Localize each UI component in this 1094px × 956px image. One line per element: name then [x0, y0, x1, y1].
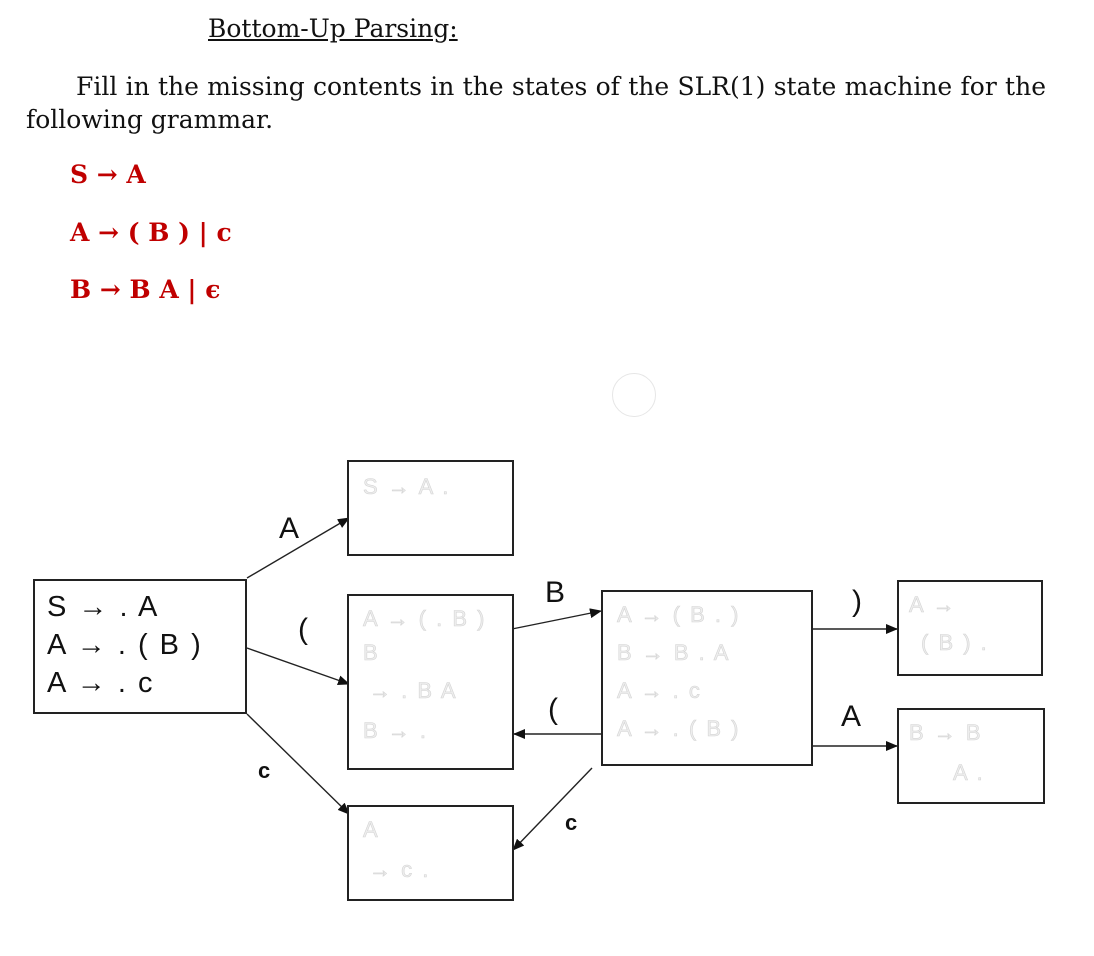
instructions: Fill in the missing contents in the states of the SLR(1) state machine for the following grammar. [26, 72, 1046, 134]
edge-start-to-paren [247, 648, 349, 684]
item-s-dot-a: S → . A [47, 591, 160, 623]
item-a-dot-c-2: A → . c [617, 678, 702, 703]
item-a-head: A [363, 817, 380, 842]
item-a-paren-dot-b: A → ( . B ) [363, 606, 487, 631]
item-b-b-dot-a: B → B . A [617, 640, 731, 665]
item-paren-b-paren-dot: ( B ) . [921, 630, 989, 655]
edge-label-rparen: ) [852, 585, 862, 618]
item-b-epsilon: B → . [363, 718, 429, 743]
grammar-rule-a: A → ( B ) | c [70, 218, 232, 247]
grammar-rule-b: B → B A | ϵ [70, 275, 221, 304]
item-a-dot-c: A → . c [47, 667, 155, 699]
item-a-head-2: A → [909, 592, 957, 617]
item-s-a-dot: S → A . [363, 474, 451, 499]
edge-label-lparen-back: ( [548, 693, 558, 726]
edge-label-a-right: A [841, 700, 862, 733]
page-title: Bottom-Up Parsing: [208, 14, 458, 43]
edge-label-a-top: A [279, 512, 300, 545]
edge-label-c-back: c [565, 810, 578, 835]
state-after-c [347, 805, 514, 901]
edge-label-c-low: c [258, 758, 271, 783]
item-a-dot-paren: A → . ( B ) [47, 629, 203, 661]
grammar-rule-s: S → A [70, 160, 146, 189]
edge-b-to-c [513, 768, 592, 850]
edge-label-b: B [545, 576, 566, 609]
edge-label-lparen: ( [298, 613, 308, 646]
item-c-dot: → c . [369, 857, 431, 882]
item-b-b-head: B → B [909, 720, 983, 745]
item-a-dot: A . [953, 760, 985, 785]
state-after-a [347, 460, 514, 556]
item-a-paren-b-dot: A → ( B . ) [617, 602, 741, 627]
edge-paren-to-b [512, 611, 601, 629]
item-b-head: B [363, 640, 380, 665]
item-b-dot-ba: → . B A [369, 678, 458, 703]
state-start [33, 579, 247, 714]
state-after-paren [347, 594, 514, 770]
item-a-dot-paren-2: A → . ( B ) [617, 716, 741, 741]
state-after-b [601, 590, 813, 766]
state-after-ba [897, 708, 1045, 804]
state-after-rparen [897, 580, 1043, 676]
